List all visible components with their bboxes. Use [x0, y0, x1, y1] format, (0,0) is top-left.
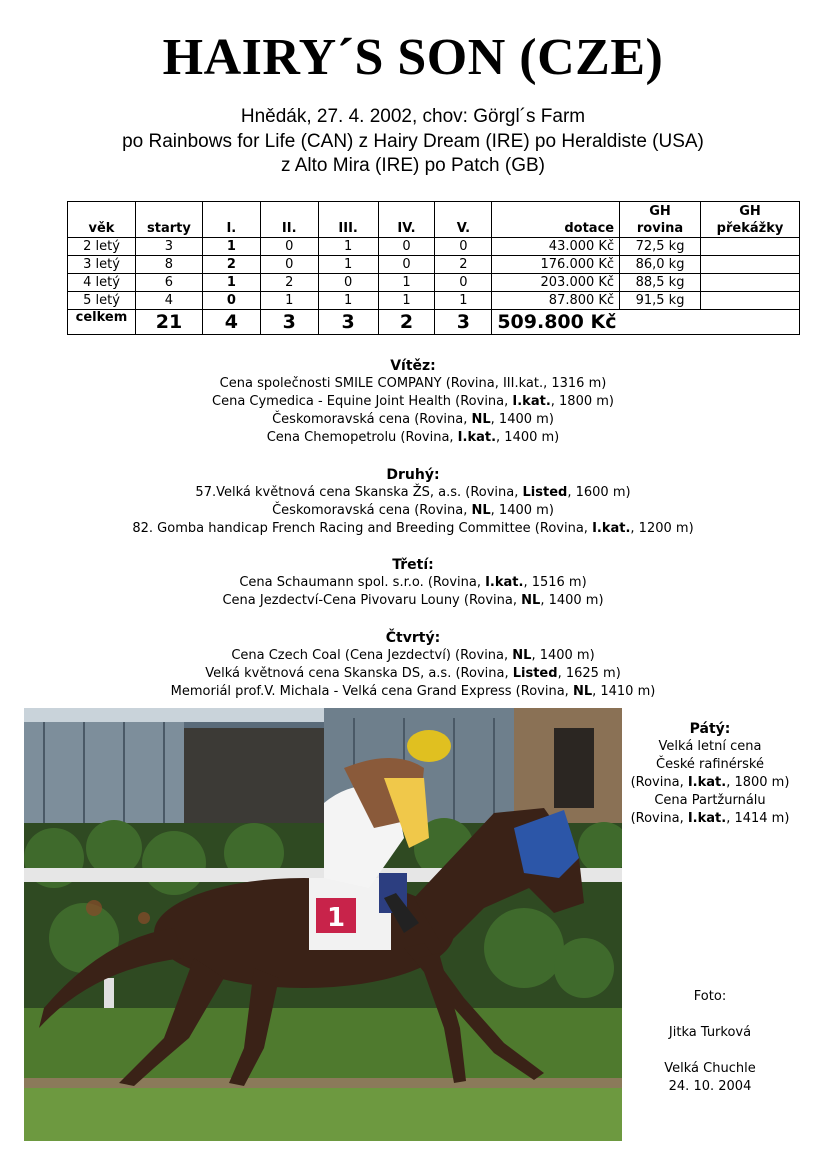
- cell: 5 letý: [68, 292, 136, 310]
- list-item: [0, 484, 826, 502]
- photo-credit: [620, 988, 800, 1096]
- cell: 203.000 Kč: [492, 274, 620, 292]
- cell: 4: [202, 310, 260, 335]
- cell: [701, 256, 800, 274]
- col-header: V.: [435, 202, 492, 238]
- race-stats-table: [67, 201, 800, 335]
- race-text: Českomoravská cena (Rovina,: [272, 503, 472, 518]
- table-row: [68, 292, 800, 310]
- race-text: , 1400 m): [490, 503, 554, 518]
- race-category: NL: [471, 503, 491, 518]
- cell: 87.800 Kč: [492, 292, 620, 310]
- cell: [701, 274, 800, 292]
- cell: 2 letý: [68, 238, 136, 256]
- cell: 1: [202, 274, 260, 292]
- fourth-place-section: [0, 629, 826, 701]
- list-item: [0, 429, 826, 447]
- cell: 4 letý: [68, 274, 136, 292]
- col-header: věk: [68, 202, 136, 238]
- cell: 3: [135, 238, 202, 256]
- race-text: , 1800 m): [726, 775, 790, 790]
- cell: 3: [435, 310, 492, 335]
- race-category: NL: [512, 648, 532, 663]
- section-heading: Vítěz:: [390, 358, 436, 374]
- list-item: [0, 520, 826, 538]
- race-text: (Rovina,: [630, 775, 688, 790]
- cell: 8: [135, 256, 202, 274]
- horse-photo: [24, 708, 622, 1141]
- cell: [701, 292, 800, 310]
- cell: 176.000 Kč: [492, 256, 620, 274]
- race-category: I.kat.: [512, 394, 551, 409]
- list-item: [0, 592, 826, 610]
- cell: [701, 238, 800, 256]
- cell: 3 letý: [68, 256, 136, 274]
- col-header: starty: [135, 202, 202, 238]
- list-item: [0, 411, 826, 429]
- race-text: , 1200 m): [630, 521, 694, 536]
- col-header: GH překážky: [701, 202, 800, 238]
- race-category: I.kat.: [592, 521, 631, 536]
- list-item: [620, 810, 800, 828]
- race-category: I.kat.: [687, 811, 727, 826]
- cell: 88,5 kg: [620, 274, 701, 292]
- second-place-section: [0, 466, 826, 538]
- cell: 1: [318, 238, 378, 256]
- list-item: [0, 393, 826, 411]
- cell: 2: [260, 274, 318, 292]
- race-text: Cena Jezdectví-Cena Pivovaru Louny (Rovina,: [222, 593, 522, 608]
- race-text: , 1400 m): [531, 648, 595, 663]
- race-text: , 1414 m): [726, 811, 790, 826]
- cell: 0: [435, 274, 492, 292]
- cell: 3: [260, 310, 318, 335]
- cell: 1: [378, 274, 435, 292]
- list-item: Velká letní cena: [658, 739, 762, 754]
- cell: 86,0 kg: [620, 256, 701, 274]
- section-heading: Pátý:: [689, 721, 731, 737]
- cell: 0: [435, 238, 492, 256]
- cell: 3: [318, 310, 378, 335]
- race-text: 57.Velká květnová cena Skanska ŽS, a.s. (Rovina,: [195, 485, 523, 500]
- section-heading: Druhý:: [386, 467, 440, 483]
- list-item: České rafinérské: [656, 757, 764, 772]
- race-category: NL: [572, 684, 593, 699]
- race-text: 82. Gomba handicap French Racing and Breeding Committee (Rovina,: [132, 521, 593, 536]
- race-category: NL: [471, 412, 491, 427]
- horse-details: Hnědák, 27. 4. 2002, chov: Görgl´s Farm: [240, 106, 586, 127]
- cell: 0: [260, 238, 318, 256]
- cell: 1: [260, 292, 318, 310]
- fifth-place-section: [620, 720, 800, 828]
- table-row: [68, 256, 800, 274]
- list-item: [620, 774, 800, 792]
- race-category: I.kat.: [687, 775, 727, 790]
- pedigree-line-1: po Rainbows for Life (CAN) z Hairy Dream (IRE) po Heraldiste (USA): [122, 131, 704, 152]
- horse-title: HAIRY´S SON (CZE): [162, 29, 664, 86]
- section-heading: Třetí:: [392, 557, 434, 573]
- race-text: (Rovina,: [630, 811, 688, 826]
- cell: 1: [435, 292, 492, 310]
- table-total-row: [68, 310, 800, 335]
- list-item: [0, 683, 826, 701]
- list-item: [0, 665, 826, 683]
- race-category: NL: [521, 593, 541, 608]
- race-text: , 1600 m): [567, 485, 631, 500]
- race-text: , 1400 m): [496, 430, 560, 445]
- cell: 2: [378, 310, 435, 335]
- credit-name: Jitka Turková: [668, 1025, 752, 1040]
- race-text: Cena Chemopetrolu (Rovina,: [266, 430, 458, 445]
- race-text: Českomoravská cena (Rovina,: [272, 412, 472, 427]
- cell: 0: [260, 256, 318, 274]
- list-item: [0, 574, 826, 592]
- table-row: [68, 274, 800, 292]
- col-header: III.: [318, 202, 378, 238]
- cell: 1: [378, 292, 435, 310]
- race-category: I.kat.: [457, 430, 497, 445]
- pedigree-line-2: z Alto Mira (IRE) po Patch (GB): [281, 155, 545, 176]
- credit-label: Foto:: [693, 989, 727, 1004]
- cell: celkem: [68, 310, 136, 335]
- horse-photo-illustration: [24, 708, 622, 1141]
- cell: 21: [135, 310, 202, 335]
- race-text: , 1800 m): [550, 394, 614, 409]
- race-text: Cena Schaumann spol. s.r.o. (Rovina,: [239, 575, 486, 590]
- cell: 43.000 Kč: [492, 238, 620, 256]
- race-category: Listed: [522, 485, 568, 500]
- race-text: , 1516 m): [523, 575, 587, 590]
- cell: 91,5 kg: [620, 292, 701, 310]
- third-place-section: [0, 556, 826, 610]
- credit-date: 24. 10. 2004: [668, 1079, 752, 1094]
- cell: 0: [202, 292, 260, 310]
- race-category: I.kat.: [485, 575, 524, 590]
- race-text: Cena Cymedica - Equine Joint Health (Rovina,: [212, 394, 513, 409]
- race-text: , 1625 m): [557, 666, 621, 681]
- table-row: [68, 238, 800, 256]
- race-text: Velká květnová cena Skanska DS, a.s. (Rovina,: [205, 666, 513, 681]
- col-header: GH rovina: [620, 202, 701, 238]
- credit-place: Velká Chuchle: [664, 1061, 756, 1076]
- race-text: , 1400 m): [490, 412, 554, 427]
- col-header: dotace: [492, 202, 620, 238]
- cell: 1: [318, 256, 378, 274]
- cell: 6: [135, 274, 202, 292]
- list-item: [0, 647, 826, 665]
- race-category: Listed: [512, 666, 558, 681]
- col-header: IV.: [378, 202, 435, 238]
- race-text: Memoriál prof.V. Michala - Velká cena Grand Express (Rovina,: [170, 684, 573, 699]
- cell: 0: [318, 274, 378, 292]
- cell: 0: [378, 238, 435, 256]
- race-text: , 1400 m): [540, 593, 604, 608]
- total-earnings: 509.800 Kč: [492, 310, 800, 335]
- cell: 2: [202, 256, 260, 274]
- cell: 72,5 kg: [620, 238, 701, 256]
- section-heading: Čtvrtý:: [385, 630, 441, 646]
- list-item: [0, 502, 826, 520]
- cell: 0: [378, 256, 435, 274]
- race-text: , 1410 m): [592, 684, 656, 699]
- cell: 2: [435, 256, 492, 274]
- race-text: Cena Czech Coal (Cena Jezdectví) (Rovina,: [231, 648, 513, 663]
- saddle-number: 1: [326, 903, 346, 933]
- list-item: [0, 375, 826, 393]
- col-header: II.: [260, 202, 318, 238]
- list-item: Cena Partžurnálu: [654, 793, 766, 808]
- winner-section: [0, 357, 826, 447]
- col-header: I.: [202, 202, 260, 238]
- cell: 1: [202, 238, 260, 256]
- cell: 1: [318, 292, 378, 310]
- table-header-row: [68, 202, 800, 238]
- cell: 4: [135, 292, 202, 310]
- race-text: Cena společnosti SMILE COMPANY (Rovina, III.kat., 1316 m): [219, 376, 607, 391]
